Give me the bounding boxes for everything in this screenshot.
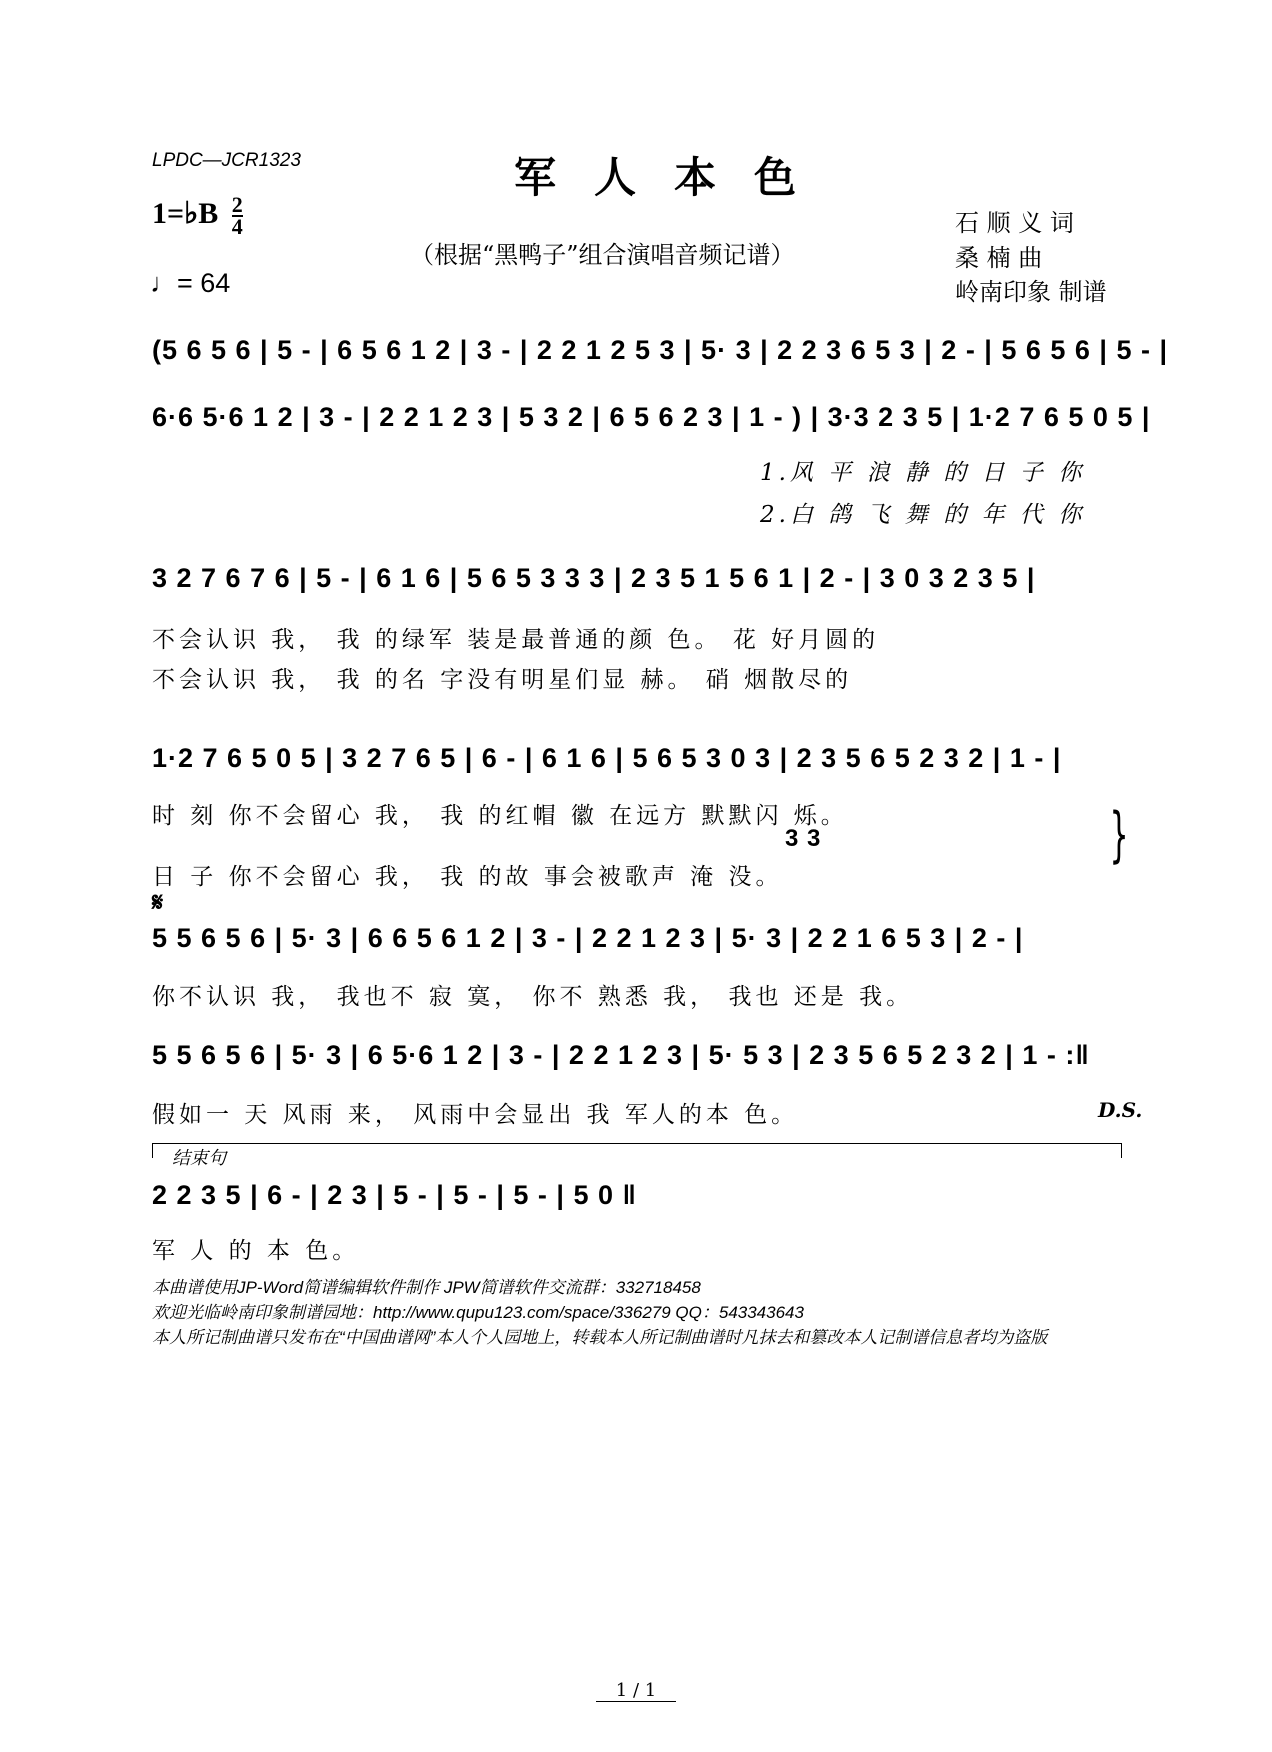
transcriber-credit: 岭南印象 制谱 — [955, 278, 1107, 306]
coda-label: 结束句 — [172, 1148, 226, 1168]
segno-sign: 𝄋 — [152, 888, 164, 918]
notation-line-4: 1·2 7 6 5 0 5 | 3 2 7 6 5 | 6 - | 6 1 6 | 5 6 5 3 0 3 | 2 3 5 6 5 2 3 2 | 1 - | — [152, 743, 1062, 773]
lyricist-credit: 石 顺 义 词 — [955, 209, 1074, 237]
lyric-line-5: 你不认识 我， 我也不 寂 寞， 你不 熟悉 我， 我也 还是 我。 — [152, 984, 914, 1010]
tempo-marking: ♩= 64 — [150, 268, 231, 298]
lyric-line-7: 军 人 的 本 色。 — [152, 1238, 360, 1264]
notation-line-2: 6·6 5·6 1 2 | 3 - | 2 2 1 2 3 | 5 3 2 | 6 5 6 2 3 | 1 - ) | 3·3 2 3 5 | 1·2 7 6 5 0 5 | — [152, 402, 1151, 432]
verse1-lyric-start: 1.风 平 浪 静 的 日 子 你 — [760, 460, 1086, 486]
dal-segno-mark: D.S. — [1098, 1098, 1143, 1122]
time-top: 2 — [231, 192, 243, 217]
key-signature — [152, 192, 243, 239]
notation-line-1: (5 6 5 6 | 5 - | 6 5 6 1 2 | 3 - | 2 2 1 2 5 3 | 5· 3 | 2 2 3 6 5 3 | 2 - | 5 6 5 6 | 5 - | — [152, 335, 1169, 365]
key-label: 1=♭B — [152, 196, 219, 230]
notation-line-5: 5 5 6 5 6 | 5· 3 | 6 6 5 6 1 2 | 3 - | 2 2 1 2 3 | 5· 3 | 2 2 1 6 5 3 | 2 - | — [152, 923, 1024, 953]
composer-credit: 桑 楠 曲 — [955, 244, 1043, 272]
lyric-line-3-verse2: 不会认识 我， 我 的名 字没有明星们显 赫。 硝 烟散尽的 — [152, 667, 853, 693]
verse2-lyric-start: 2.白 鸽 飞 舞 的 年 代 你 — [760, 502, 1086, 528]
footer-software-note: 本曲谱使用JP-Word简谱编辑软件制作 JPW简谱软件交流群：332718458 — [152, 1278, 701, 1297]
page-number-text: 1 / 1 — [596, 1680, 676, 1702]
alternate-notes: 3 3 — [785, 825, 822, 852]
lyric-line-6: 假如一 天 风雨 来， 风雨中会显出 我 军人的本 色。 — [152, 1102, 799, 1128]
coda-bracket — [152, 1143, 1122, 1158]
notation-line-3: 3 2 7 6 7 6 | 5 - | 6 1 6 | 5 6 5 3 3 3 | 2 3 5 1 5 6 1 | 2 - | 3 0 3 2 3 5 | — [152, 563, 1036, 593]
time-bottom: 4 — [231, 214, 243, 239]
notation-line-6: 5 5 6 5 6 | 5· 3 | 6 5·6 1 2 | 3 - | 2 2 1 2 3 | 5· 5 3 | 2 3 5 6 5 2 3 2 | 1 - :‖ — [152, 1040, 1090, 1070]
lyric-line-3-verse1: 不会认识 我， 我 的绿军 装是最普通的颜 色。 花 好月圆的 — [152, 627, 880, 653]
score-code: LPDC—JCR1323 — [152, 150, 301, 171]
notation-line-7: 2 2 3 5 | 6 - | 2 3 | 5 - | 5 - | 5 - | 5 0 ‖ — [152, 1180, 637, 1210]
verse-brace: } — [1109, 800, 1129, 870]
song-title: 军人本色 — [513, 153, 834, 202]
footer-website-note: 欢迎光临岭南印象制谱园地：http://www.qupu123.com/space/336279 QQ：543343643 — [152, 1303, 804, 1322]
page-number — [0, 1680, 1272, 1701]
lyric-line-4-verse2: 日 子 你不会留心 我， 我 的故 事会被歌声 淹 没。 — [152, 864, 783, 890]
time-signature — [231, 192, 243, 239]
footer-copyright-note: 本人所记制曲谱只发布在“中国曲谱网”本人个人园地上，转载本人所记制曲谱时凡抹去和篡改本人记制谱信息者均为盗版 — [152, 1328, 1048, 1347]
subtitle: （根据“黑鸭子”组合演唱音频记谱） — [410, 241, 795, 269]
lyric-line-4-verse1: 时 刻 你不会留心 我， 我 的红帽 徽 在远方 默默闪 烁。 — [152, 803, 848, 829]
